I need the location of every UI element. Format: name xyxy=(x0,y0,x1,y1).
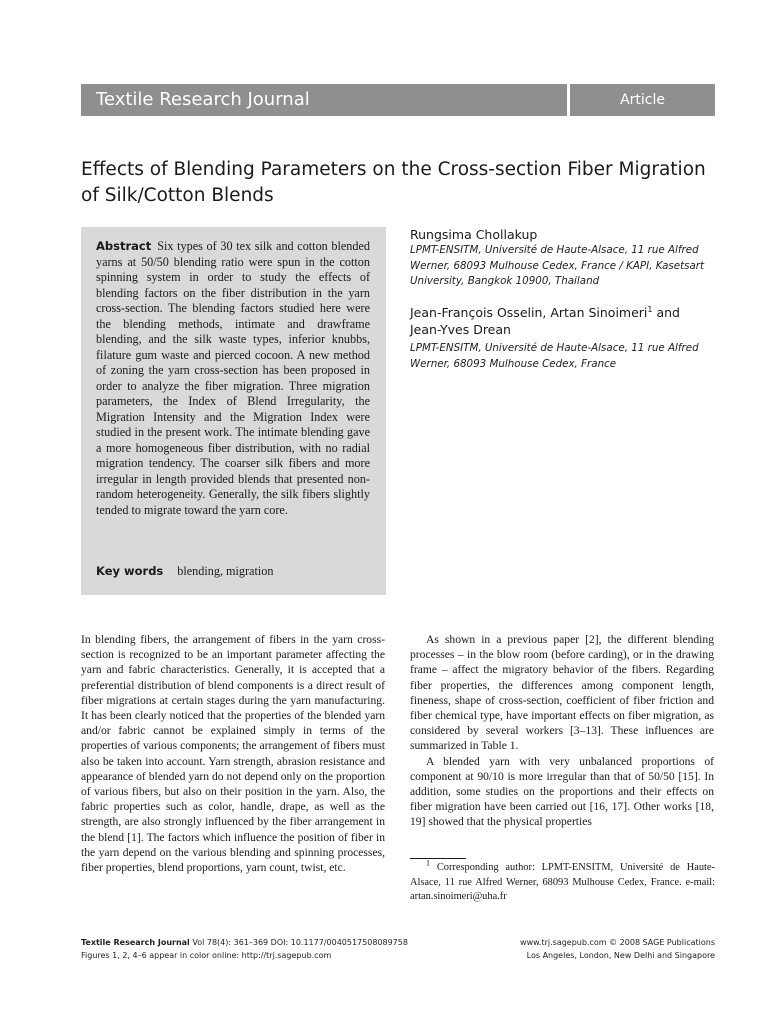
author-affiliation-2: LPMT-ENSITM, Université de Haute-Alsace, 11 rue Alfred Werner, 68093 Mulhouse Cedex, France xyxy=(410,342,699,370)
article-type-label: Article xyxy=(620,92,665,108)
footer-locations: Los Angeles, London, New Delhi and Singapore xyxy=(526,950,715,960)
author-names-2b: and Jean-Yves Drean xyxy=(410,305,680,337)
footnote xyxy=(410,858,715,905)
footer-color-note: Figures 1, 2, 4–6 appear in color online: http://trj.sagepub.com xyxy=(81,950,332,960)
author-footnote-mark: 1 xyxy=(647,304,653,314)
footnote-rule xyxy=(410,858,466,859)
footnote-mark: 1 xyxy=(426,858,430,868)
abstract-body: Six types of 30 tex silk and cotton blended yarns at 50/50 blending ratio were spun in the cotton spinning system in order to study the effects of blending factors on the fiber distribution in the yarn cross-section. The blending factors studied here were the blending methods, intimate and drawframe blending, and the silk waste types, inferior knubbs, filature gum waste and pierced cocoon. A new method of zoning the yarn cross-section has been proposed in order to analyze the fiber migration. Three migration parameters, the Index of Blend Irregularity, the Migration Intensity and the Migration Index were studied in the present work. The intimate blending gave a more homogeneous fiber distribution, with no radial migration tendency. The coarser silk fibers and more irregular in length provided blends that presented non-random heterogeneity. Generally, the silk fibers slightly tended to migrate toward the yarn core. xyxy=(96,239,370,517)
body-paragraph: As shown in a previous paper [2], the different blending processes – in the blow room (before carding), or in the drawing frame – affect the migratory behavior of the fibers. Regarding fiber properties, the differences among component length, fineness, shape of cross-section, coefficient of fiber friction and fiber chemical type, have important effects on fiber migration, as considered by several workers [3–13]. These influences are summarized in Table 1. xyxy=(410,633,714,753)
abstract-box xyxy=(81,227,386,595)
body-column-right xyxy=(410,632,714,830)
abstract-label: Abstract xyxy=(96,239,152,253)
author-names-1: Rungsima Chollakup xyxy=(410,227,538,242)
journal-banner xyxy=(81,84,715,116)
footnote-text: Corresponding author: LPMT-ENSITM, Université de Haute-Alsace, 11 rue Alfred Werner, 68093 Mulhouse Cedex, France. e-mail: artan.sinoimeri@uha.fr xyxy=(410,862,715,902)
banner-divider xyxy=(567,84,570,116)
journal-name: Textile Research Journal xyxy=(96,89,310,110)
footer-citation-line xyxy=(81,937,408,950)
author-names-2a: Jean-François Osselin, Artan Sinoimeri xyxy=(410,305,648,320)
footer-citation xyxy=(81,937,408,962)
footer-journal: Textile Research Journal xyxy=(81,938,190,947)
body-column-left xyxy=(81,632,385,875)
footer-volume: Vol 78(4): 361–369 DOI: 10.1177/0040517508089758 xyxy=(189,938,408,947)
body-paragraph: A blended yarn with very unbalanced proportions of component at 90/10 is more irregular than that of 50/50 [15]. In addition, some studies on the proportions and their effects on fiber migration have been carried out [16, 17]. Other works [18, 19] showed that the physical properties xyxy=(410,754,714,829)
keywords-value: blending, migration xyxy=(177,564,274,578)
footer-publisher xyxy=(520,937,715,962)
body-paragraph: In blending fibers, the arrangement of fibers in the yarn cross-section is recognized to be an important parameter affecting the yarn and fabric characteristics. Generally, it is accepted that a preferential distribution of blend components is a direct result of fiber migrations at certain stages during the yarn manufacturing. It has been clearly noticed that the properties of the blended yarn and/or fabric cannot be explained simply in terms of the properties of various components; the arrangement of fibers must also be taken into account. Yarn strength, abrasion resistance and appearance of blended yarn do not depend only on the proportion of various fibers, but also on their position in the yarn. Also, the fabric properties such as color, handle, drape, as well as the strength, are also strongly influenced by the fiber arrangement in the blend [1]. The factors which influence the position of fiber in the yarn depend on the various blending and spinning processes, fiber properties, blend proportions, yarn count, twist, etc. xyxy=(81,633,385,875)
abstract-text xyxy=(96,239,370,518)
keywords-label: Key words xyxy=(96,564,164,578)
author-affiliation-1: LPMT-ENSITM, Université de Haute-Alsace, 11 rue Alfred Werner, 68093 Mulhouse Cedex, France / KAPI, Kasetsart University, Bangkok 10900, Thailand xyxy=(410,244,705,287)
footer-copyright: www.trj.sagepub.com © 2008 SAGE Publications xyxy=(520,938,715,947)
article-title: Effects of Blending Parameters on the Cross-section Fiber Migration of Silk/Cotton Blends xyxy=(81,159,706,206)
keywords xyxy=(96,564,370,579)
author-names-2 xyxy=(410,304,715,338)
